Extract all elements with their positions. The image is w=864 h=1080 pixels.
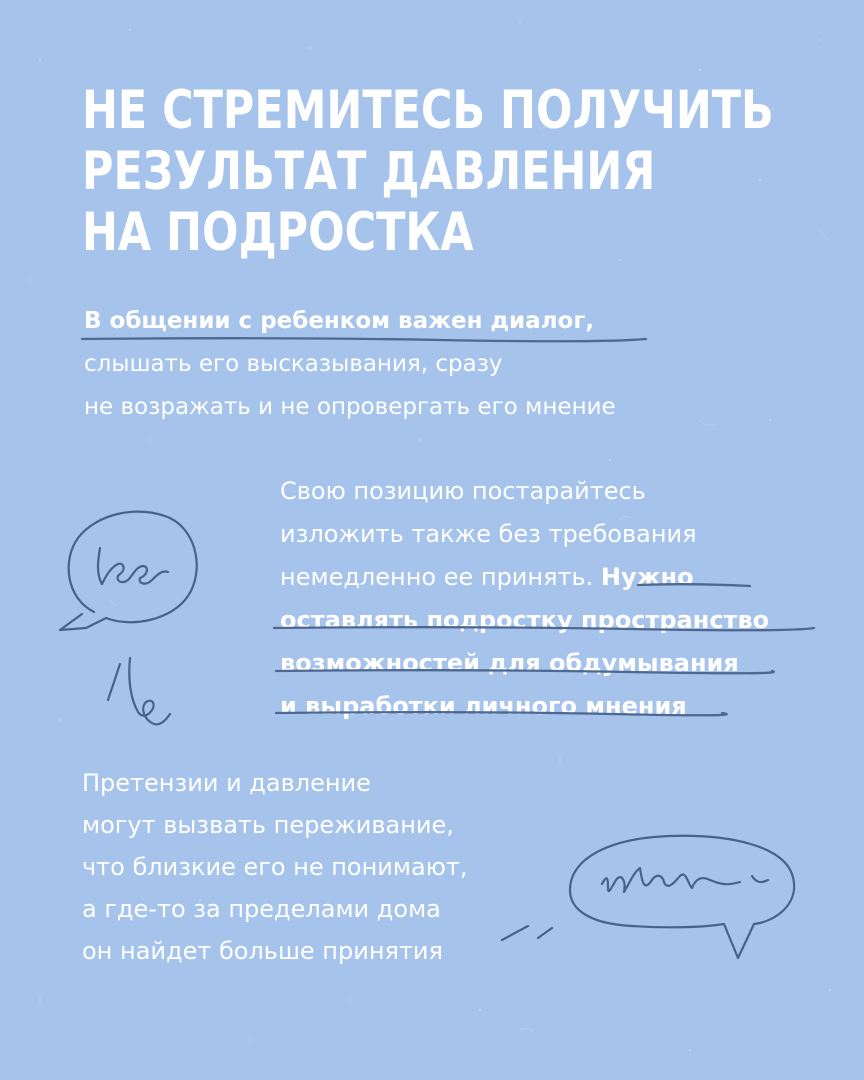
paragraph-line: что близкие его не понимают, (82, 853, 468, 881)
paragraph-line: Претензии и давление (82, 769, 371, 797)
emphasis-text: оставлять подростку пространство (280, 606, 770, 634)
emphasis-text: возможностей для обдумывания (280, 649, 739, 677)
dialog-paragraph (84, 300, 744, 429)
underline-doodle (270, 582, 830, 722)
paragraph-line: не возражать и не опровергать его мнение (84, 394, 616, 420)
speech-bubble-icon (52, 500, 212, 640)
paragraph-line: немедленно ее принять. Нужно (280, 563, 694, 591)
emphasis-text: и выработки личного мнения (280, 692, 687, 720)
pressure-paragraph (82, 762, 542, 972)
underline-doodle (80, 334, 650, 346)
paragraph-line: а где-то за пределами дома (82, 895, 441, 923)
title-line: НА ПОДРОСТКА (82, 202, 474, 263)
paragraph-line: могут вызвать переживание, (82, 811, 454, 839)
paragraph-line: Свою позицию постарайтесь (280, 477, 646, 505)
page-title (82, 80, 774, 263)
title-line: РЕЗУЛЬТАТ ДАВЛЕНИЯ (82, 141, 656, 202)
speech-bubble-icon (560, 826, 810, 966)
scribble-icon (100, 654, 180, 744)
emphasis-text: Нужно (600, 563, 694, 591)
title-line: НЕ СТРЕМИТЕСЬ ПОЛУЧИТЬ (82, 80, 774, 141)
paragraph-line: он найдет больше принятия (82, 937, 443, 965)
paragraph-line: слышать его высказывания, сразу (84, 351, 503, 377)
dash-marks-icon (496, 906, 566, 946)
paragraph-line: изложить также без требования (280, 520, 697, 548)
emphasis-text: В общении с ребенком важен диалог, (84, 308, 595, 334)
